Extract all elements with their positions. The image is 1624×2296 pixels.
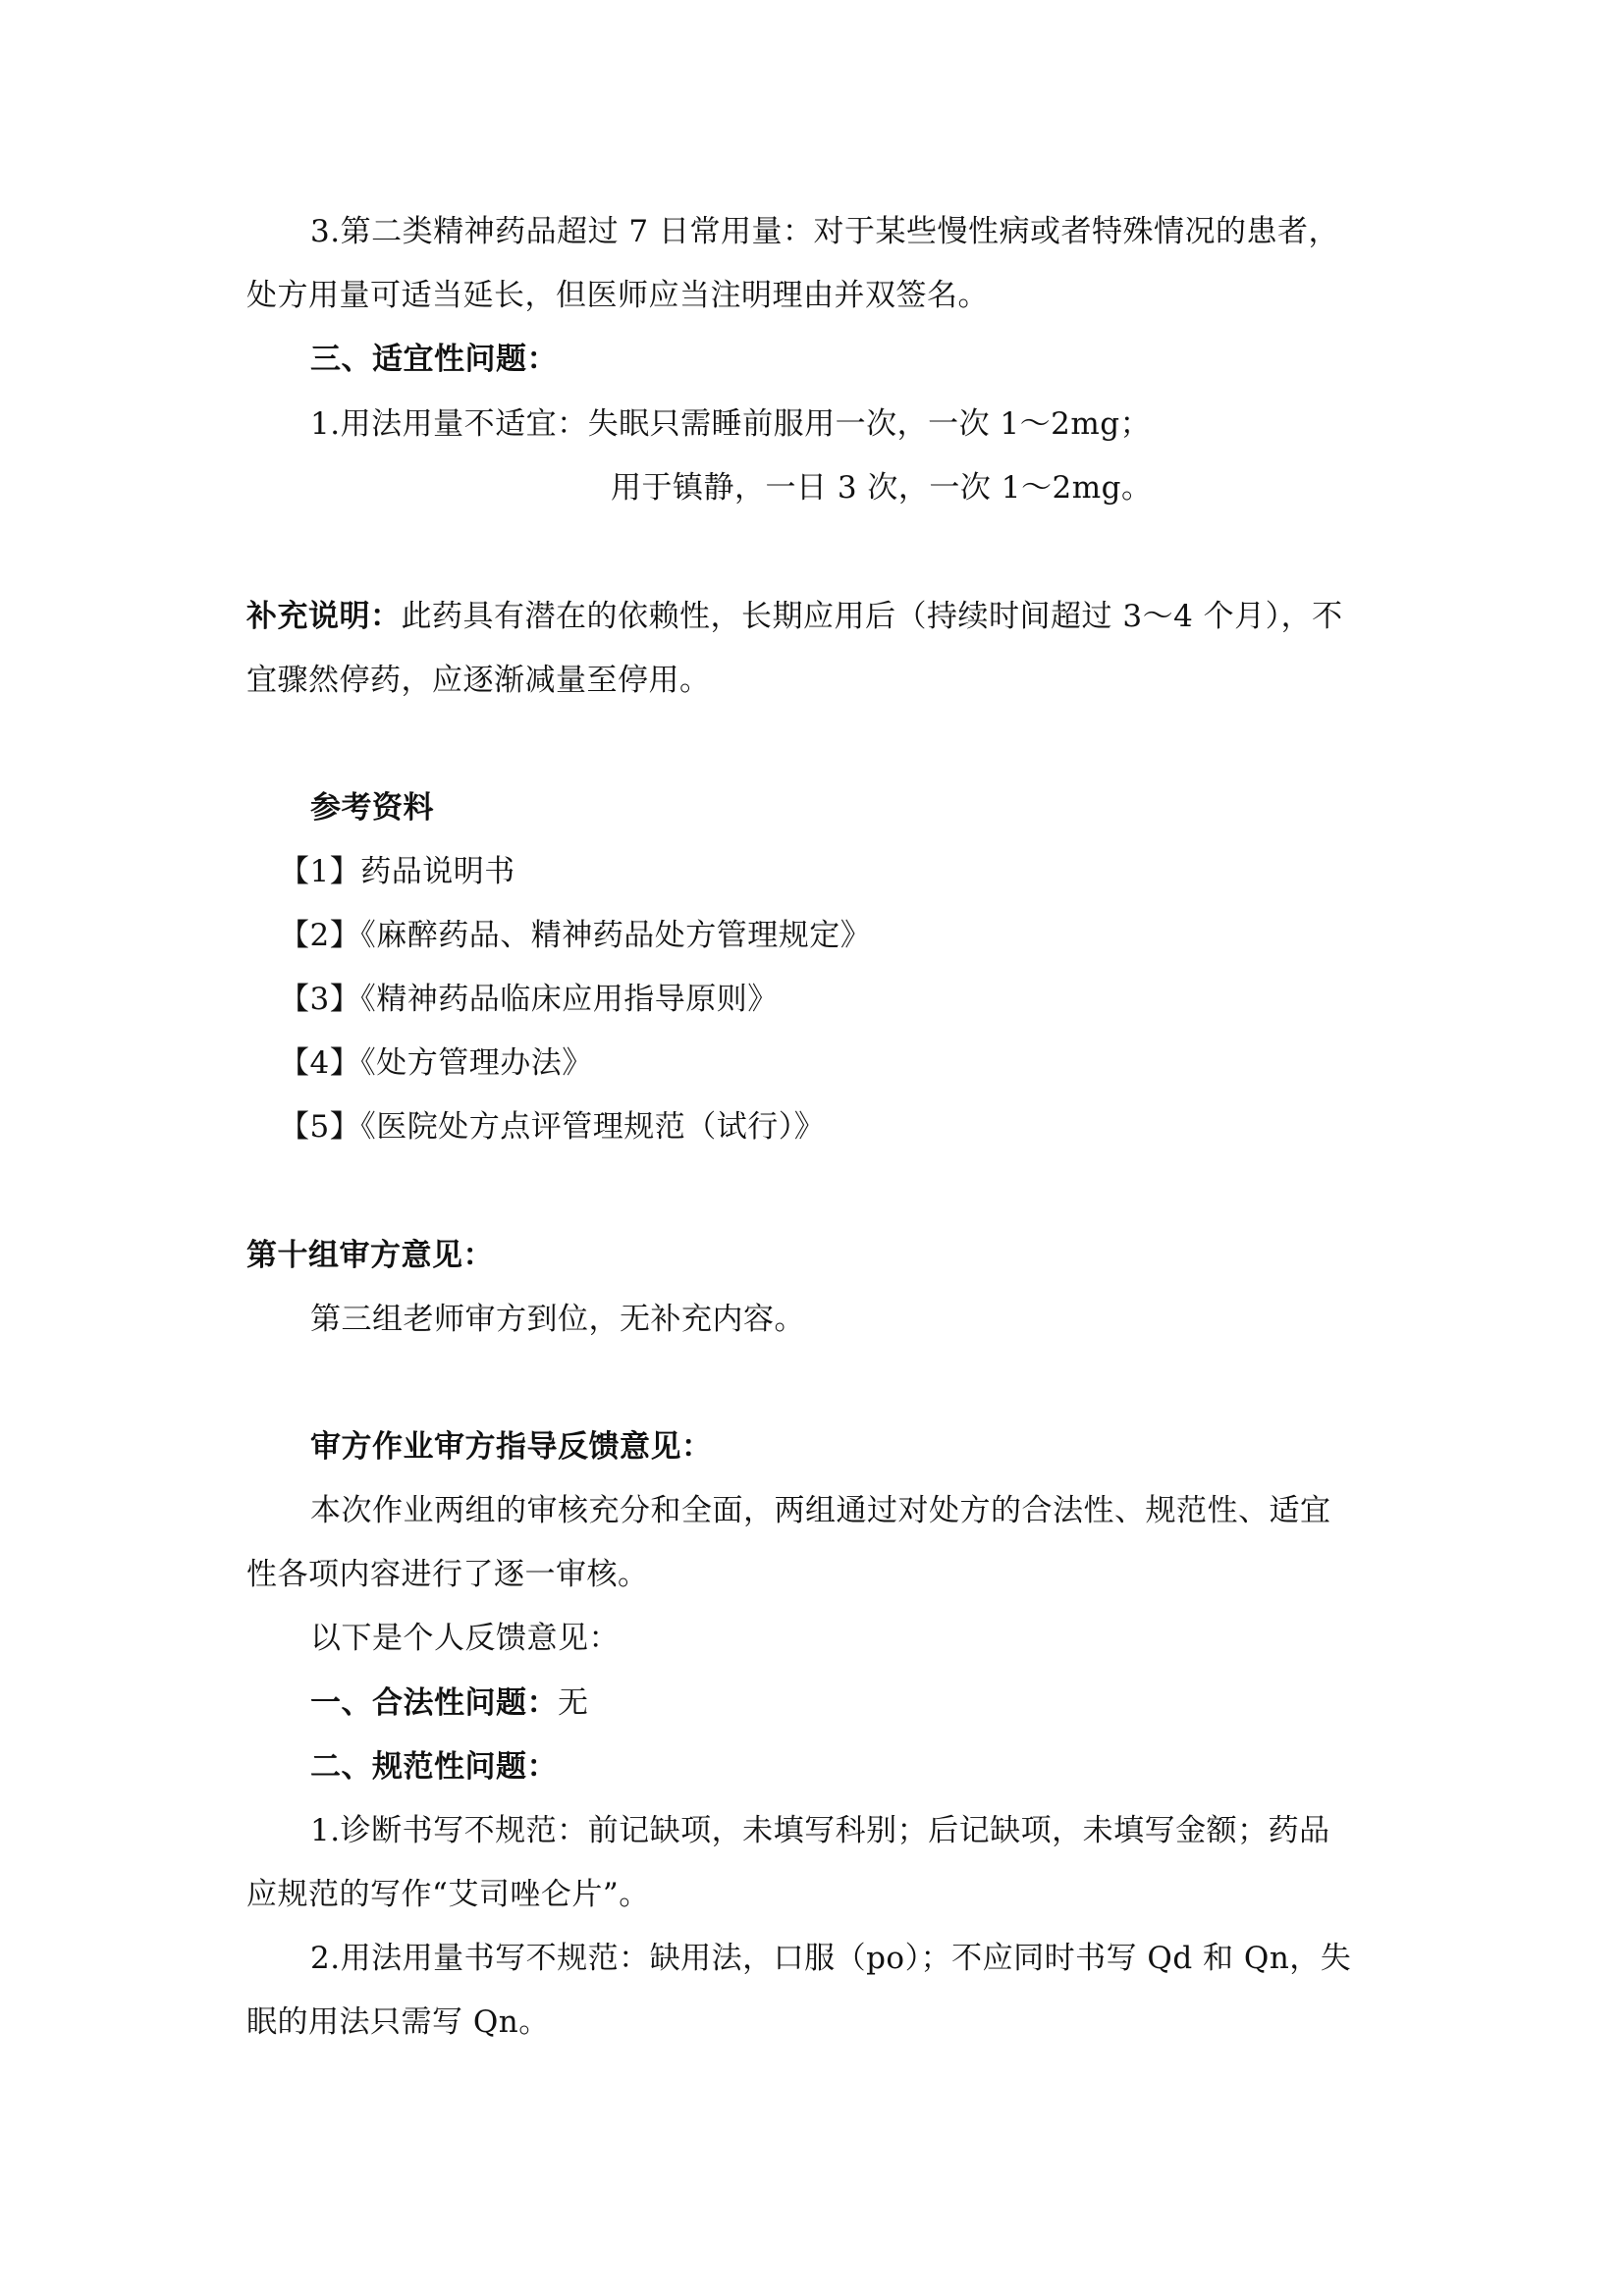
legality-line bbox=[310, 1683, 589, 1723]
norm-item2-line2: 眠的用法只需写 Qn。 bbox=[246, 2004, 550, 2040]
feedback-para2: 以下是个人反馈意见： bbox=[310, 1621, 620, 1656]
appropriateness-item1-line1: 1.用法用量不适宜：失眠只需睡前服用一次，一次 1～2mg； bbox=[310, 406, 1152, 442]
supplement-line2: 宜骤然停药，应逐渐减量至停用。 bbox=[246, 663, 711, 698]
references-heading: 参考资料 bbox=[310, 790, 434, 826]
group10-heading: 第十组审方意见： bbox=[246, 1238, 494, 1273]
reference-item: 【1】药品说明书 bbox=[279, 854, 515, 889]
reference-item: 【3】《精神药品临床应用指导原则》 bbox=[279, 982, 779, 1017]
item3-line1: 3.第二类精神药品超过 7 日常用量：对于某些慢性病或者特殊情况的患者， bbox=[310, 214, 1340, 249]
norm-item2-line1: 2.用法用量书写不规范：缺用法，口服（po）；不应同时书写 Qd 和 Qn，失 bbox=[310, 1941, 1352, 1976]
legality-value: 无 bbox=[558, 1685, 589, 1721]
appropriateness-heading: 三、适宜性问题： bbox=[310, 342, 558, 377]
group10-text: 第三组老师审方到位，无补充内容。 bbox=[310, 1302, 805, 1337]
feedback-para1-line1: 本次作业两组的审核充分和全面，两组通过对处方的合法性、规范性、适宜 bbox=[310, 1493, 1331, 1528]
reference-item: 【4】《处方管理办法》 bbox=[279, 1045, 593, 1081]
feedback-heading: 审方作业审方指导反馈意见： bbox=[310, 1429, 713, 1465]
supplement-label: 补充说明： bbox=[246, 599, 402, 634]
norm-item1-line1: 1.诊断书写不规范：前记缺项，未填写科别；后记缺项，未填写金额；药品 bbox=[310, 1813, 1330, 1848]
legality-heading: 一、合法性问题： bbox=[310, 1685, 558, 1721]
norm-heading: 二、规范性问题： bbox=[310, 1749, 558, 1785]
supplement-text: 此药具有潜在的依赖性，长期应用后（持续时间超过 3～4 个月），不 bbox=[401, 599, 1343, 634]
reference-item: 【2】《麻醉药品、精神药品处方管理规定》 bbox=[279, 918, 872, 953]
reference-item: 【5】《医院处方点评管理规范（试行）》 bbox=[279, 1109, 826, 1145]
appropriateness-item1-line2: 用于镇静，一日 3 次，一次 1～2mg。 bbox=[611, 470, 1153, 506]
norm-item1-line2: 应规范的写作“艾司唑仑片”。 bbox=[246, 1877, 650, 1912]
feedback-para1-line2: 性各项内容进行了逐一审核。 bbox=[246, 1557, 649, 1592]
supplement-line1 bbox=[246, 597, 1343, 636]
item3-line2: 处方用量可适当延长，但医师应当注明理由并双签名。 bbox=[246, 278, 989, 313]
